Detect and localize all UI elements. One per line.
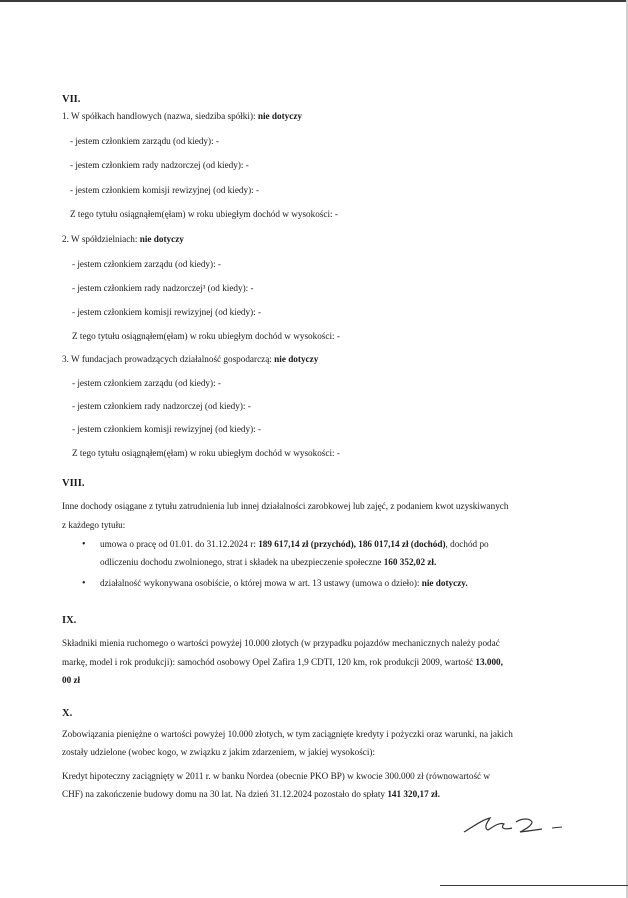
- vii-2-title: [62, 233, 184, 245]
- section-vii-heading: VII.: [62, 94, 81, 105]
- ix-line2: [62, 656, 503, 668]
- x-line4-text: CHF) na zakończenie budowy domu na 30 lat. Na dzień 31.12.2024 pozostało do spłaty: [62, 789, 388, 799]
- ix-value: 13.000,: [475, 657, 503, 667]
- vii-1-title: [62, 110, 302, 122]
- section-viii-heading: VIII.: [62, 478, 85, 489]
- ix-line3: 00 zł: [62, 675, 81, 685]
- viii-bullet-1-line2: [100, 556, 436, 568]
- section-x-heading: X.: [62, 708, 73, 719]
- vii-1-item-board: - jestem członkiem zarządu (od kiedy): -: [70, 136, 219, 146]
- vii-1-status: nie dotyczy: [257, 111, 303, 121]
- vii-3-income: Z tego tytułu osiągnąłem(ęłam) w roku ubiegłym dochód w wysokości: -: [72, 448, 340, 458]
- x-line4: [62, 788, 440, 800]
- viii-b1-text-a: umowa o pracę od 01.01. do 31.12.2024 r:: [100, 539, 259, 549]
- vii-1-item-audit: - jestem członkiem komisji rewizyjnej (od kiedy): -: [70, 185, 260, 195]
- x-line1: Zobowiązania pieniężne o wartości powyżej 10.000 złotych, w tym zaciągnięte kredyty i pożyczki oraz warunki, na jakich: [62, 729, 513, 739]
- vii-3-item-audit: - jestem członkiem komisji rewizyjnej (od kiedy): -: [72, 424, 262, 434]
- page-top-edge: [0, 0, 628, 2]
- viii-b2-text: działalność wykonywana osobiście, o której mowa w art. 13 ustawy (umowa o dzieło):: [100, 578, 422, 588]
- vii-2-status: nie dotyczy: [139, 234, 184, 244]
- vii-2-item-audit: - jestem członkiem komisji rewizyjnej (od kiedy): -: [72, 307, 262, 317]
- viii-b1-net-amount: 160 352,02 zł.: [383, 557, 437, 567]
- viii-b1-text-c: , dochód po: [445, 539, 489, 549]
- viii-bullet-1-line1: [100, 538, 489, 550]
- vii-1-title-text: 1. W spółkach handlowych (nazwa, siedziba spółki):: [62, 111, 256, 121]
- vii-2-income: Z tego tytułu osiągnąłem(ęłam) w roku ubiegłym dochód w wysokości: -: [72, 331, 340, 341]
- x-line3: Kredyt hipoteczny zaciągnięty w 2011 r. w banku Nordea (obecnie PKO BP) w kwocie 300.000 zł (równowartość w: [62, 771, 491, 781]
- ix-line2-text: markę, model i rok produkcji): samochód osobowy Opel Zafira 1,9 CDTI, 120 km, rok produkcji 2009, wartość: [62, 657, 476, 667]
- bottom-rule: [440, 885, 628, 886]
- vii-3-item-board: - jestem członkiem zarządu (od kiedy): -: [72, 378, 221, 388]
- viii-b2-status: nie dotyczy.: [421, 578, 468, 588]
- vii-3-title-text: 3. W fundacjach prowadzących działalność gospodarczą:: [62, 354, 272, 364]
- viii-bullet-1-marker: •: [82, 539, 86, 550]
- x-remaining-amount: 141 320,17 zł.: [387, 789, 440, 799]
- viii-bullet-2-line: [100, 577, 468, 589]
- vii-3-title: [62, 353, 318, 365]
- ix-line1: Składniki mienia ruchomego o wartości powyżej 10.000 złotych (w przypadku pojazdów mechanicznych należy podać: [62, 638, 500, 648]
- vii-2-item-supervisory: - jestem członkiem rady nadzorczej³ (od kiedy): -: [72, 283, 254, 293]
- vii-3-status: nie dotyczy: [274, 354, 319, 364]
- x-line2: zostały udzielone (wobec kogo, w związku z jakim zdarzeniem, w jakiej wysokości):: [62, 747, 376, 757]
- viii-intro-line2: z każdego tytułu:: [62, 520, 126, 530]
- vii-1-income: Z tego tytułu osiągnąłem(ęłam) w roku ubiegłym dochód w wysokości: -: [70, 209, 338, 219]
- vii-2-item-board: - jestem członkiem zarządu (od kiedy): -: [72, 259, 221, 269]
- vii-1-item-supervisory: - jestem członkiem rady nadzorczej (od kiedy): -: [70, 160, 249, 170]
- vii-2-title-text: 2. W spółdzielniach:: [62, 234, 138, 244]
- vii-3-item-supervisory: - jestem członkiem rady nadzorczej (od kiedy): -: [72, 401, 251, 411]
- viii-bullet-2-marker: •: [82, 578, 86, 589]
- viii-intro-line1: Inne dochody osiągane z tytułu zatrudnienia lub innej działalności zarobkowej lub zajęć, z podaniem kwot uzyskiwanych: [62, 501, 509, 511]
- viii-b1-amounts: 189 617,14 zł (przychód), 186 017,14 zł (dochód): [258, 539, 446, 549]
- section-ix-heading: IX.: [62, 615, 77, 626]
- signature-image: [460, 812, 570, 838]
- viii-b1-text-d: odliczeniu dochodu zwolnionego, strat i składek na ubezpieczenie społeczne: [100, 557, 384, 567]
